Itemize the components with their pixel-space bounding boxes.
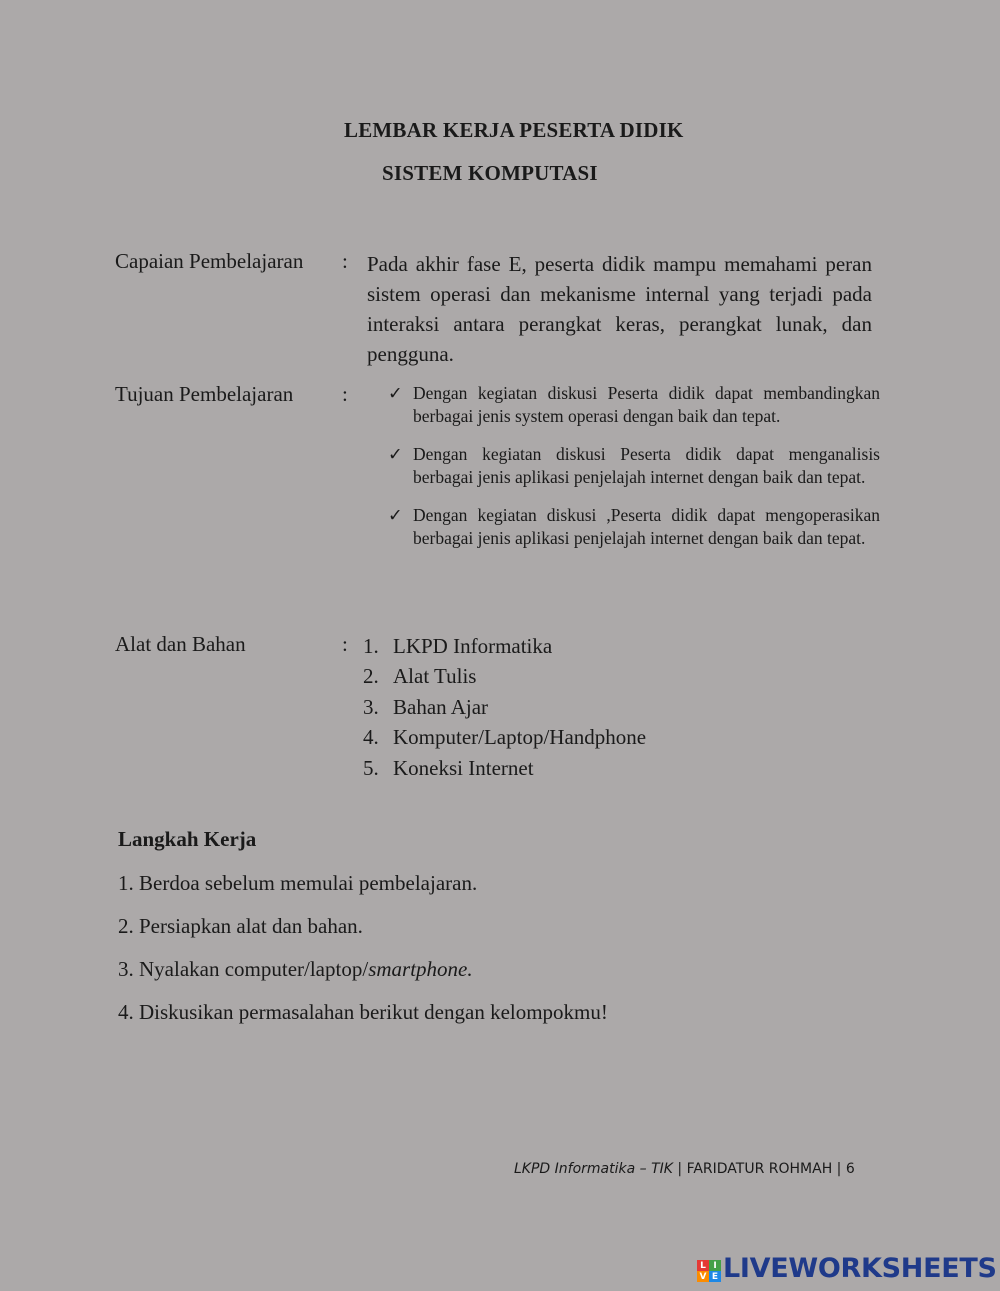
alat-item <box>363 631 646 661</box>
logo-letter: V <box>697 1271 709 1282</box>
alat-item-number: 5. <box>363 755 379 780</box>
alat-item <box>363 722 646 752</box>
langkah-step-2: 2. Persiapkan alat dan bahan. <box>118 914 363 938</box>
capaian-colon: : <box>342 249 348 273</box>
alat-item-text: Bahan Ajar <box>393 694 489 719</box>
alat-item-number: 4. <box>363 725 379 750</box>
page-footer <box>514 1161 855 1177</box>
title-line-2: SISTEM KOMPUTASI <box>382 161 598 185</box>
alat-item <box>363 753 646 783</box>
alat-item-text: Alat Tulis <box>393 664 477 689</box>
alat-item-text: Koneksi Internet <box>393 755 534 780</box>
tujuan-label: Tujuan Pembelajaran <box>115 382 294 406</box>
tujuan-item <box>388 504 880 549</box>
tujuan-colon: : <box>342 382 348 406</box>
tujuan-item <box>388 443 880 488</box>
alat-item-number: 2. <box>363 664 379 689</box>
liveworksheets-logo-text: LIVEWORKSHEETS <box>723 1253 997 1284</box>
tujuan-item-text: Dengan kegiatan diskusi ,Peserta didik dapat mengoperasikan berbagai jenis aplikasi penjelajah internet dengan baik dan tepat. <box>413 505 880 548</box>
langkah-heading: Langkah Kerja <box>118 827 257 851</box>
alat-item <box>363 692 646 722</box>
langkah-step-3-text: 3. Nyalakan computer/laptop/ <box>118 957 369 981</box>
capaian-text: Pada akhir fase E, peserta didik mampu memahami peran sistem operasi dan mekanisme internal yang terjadi pada interaksi antara perangkat keras, perangkat lunak, dan pengguna. <box>367 252 872 366</box>
alat-item-text: Komputer/Laptop/Handphone <box>393 725 647 750</box>
footer-title: LKPD Informatika – TIK <box>514 1161 673 1177</box>
liveworksheets-logo-icon <box>697 1260 721 1282</box>
langkah-step-4: 4. Diskusikan permasalahan berikut dengan kelompokmu! <box>118 1000 608 1024</box>
langkah-step-1: 1. Berdoa sebelum memulai pembelajaran. <box>118 871 478 895</box>
alat-label: Alat dan Bahan <box>115 632 246 656</box>
tujuan-item-text: Dengan kegiatan diskusi Peserta didik dapat membandingkan berbagai jenis system operasi dengan baik dan tepat. <box>413 383 880 426</box>
alat-item-text: LKPD Informatika <box>393 634 553 658</box>
alat-item-number: 3. <box>363 694 379 719</box>
alat-colon: : <box>342 632 348 656</box>
tujuan-item <box>388 382 880 427</box>
footer-author-page: | FARIDATUR ROHMAH | 6 <box>672 1161 855 1177</box>
checkmark-icon: ✓ <box>388 444 403 464</box>
alat-item-number: 1. <box>363 634 379 658</box>
logo-letter: L <box>697 1260 709 1271</box>
title-line-1: LEMBAR KERJA PESERTA DIDIK <box>344 118 684 142</box>
alat-list <box>363 631 646 783</box>
tujuan-list <box>388 382 880 565</box>
alat-item <box>363 661 646 691</box>
capaian-label: Capaian Pembelajaran <box>115 249 304 273</box>
logo-letter: I <box>709 1260 721 1271</box>
langkah-step-3-italic: smartphone. <box>368 957 473 981</box>
tujuan-item-text: Dengan kegiatan diskusi Peserta didik dapat menganalisis berbagai jenis aplikasi penjelajah internet dengan baik dan tepat. <box>413 444 880 487</box>
langkah-step-3 <box>118 957 473 982</box>
checkmark-icon: ✓ <box>388 383 403 403</box>
logo-letter: E <box>709 1271 721 1282</box>
checkmark-icon: ✓ <box>388 505 403 525</box>
